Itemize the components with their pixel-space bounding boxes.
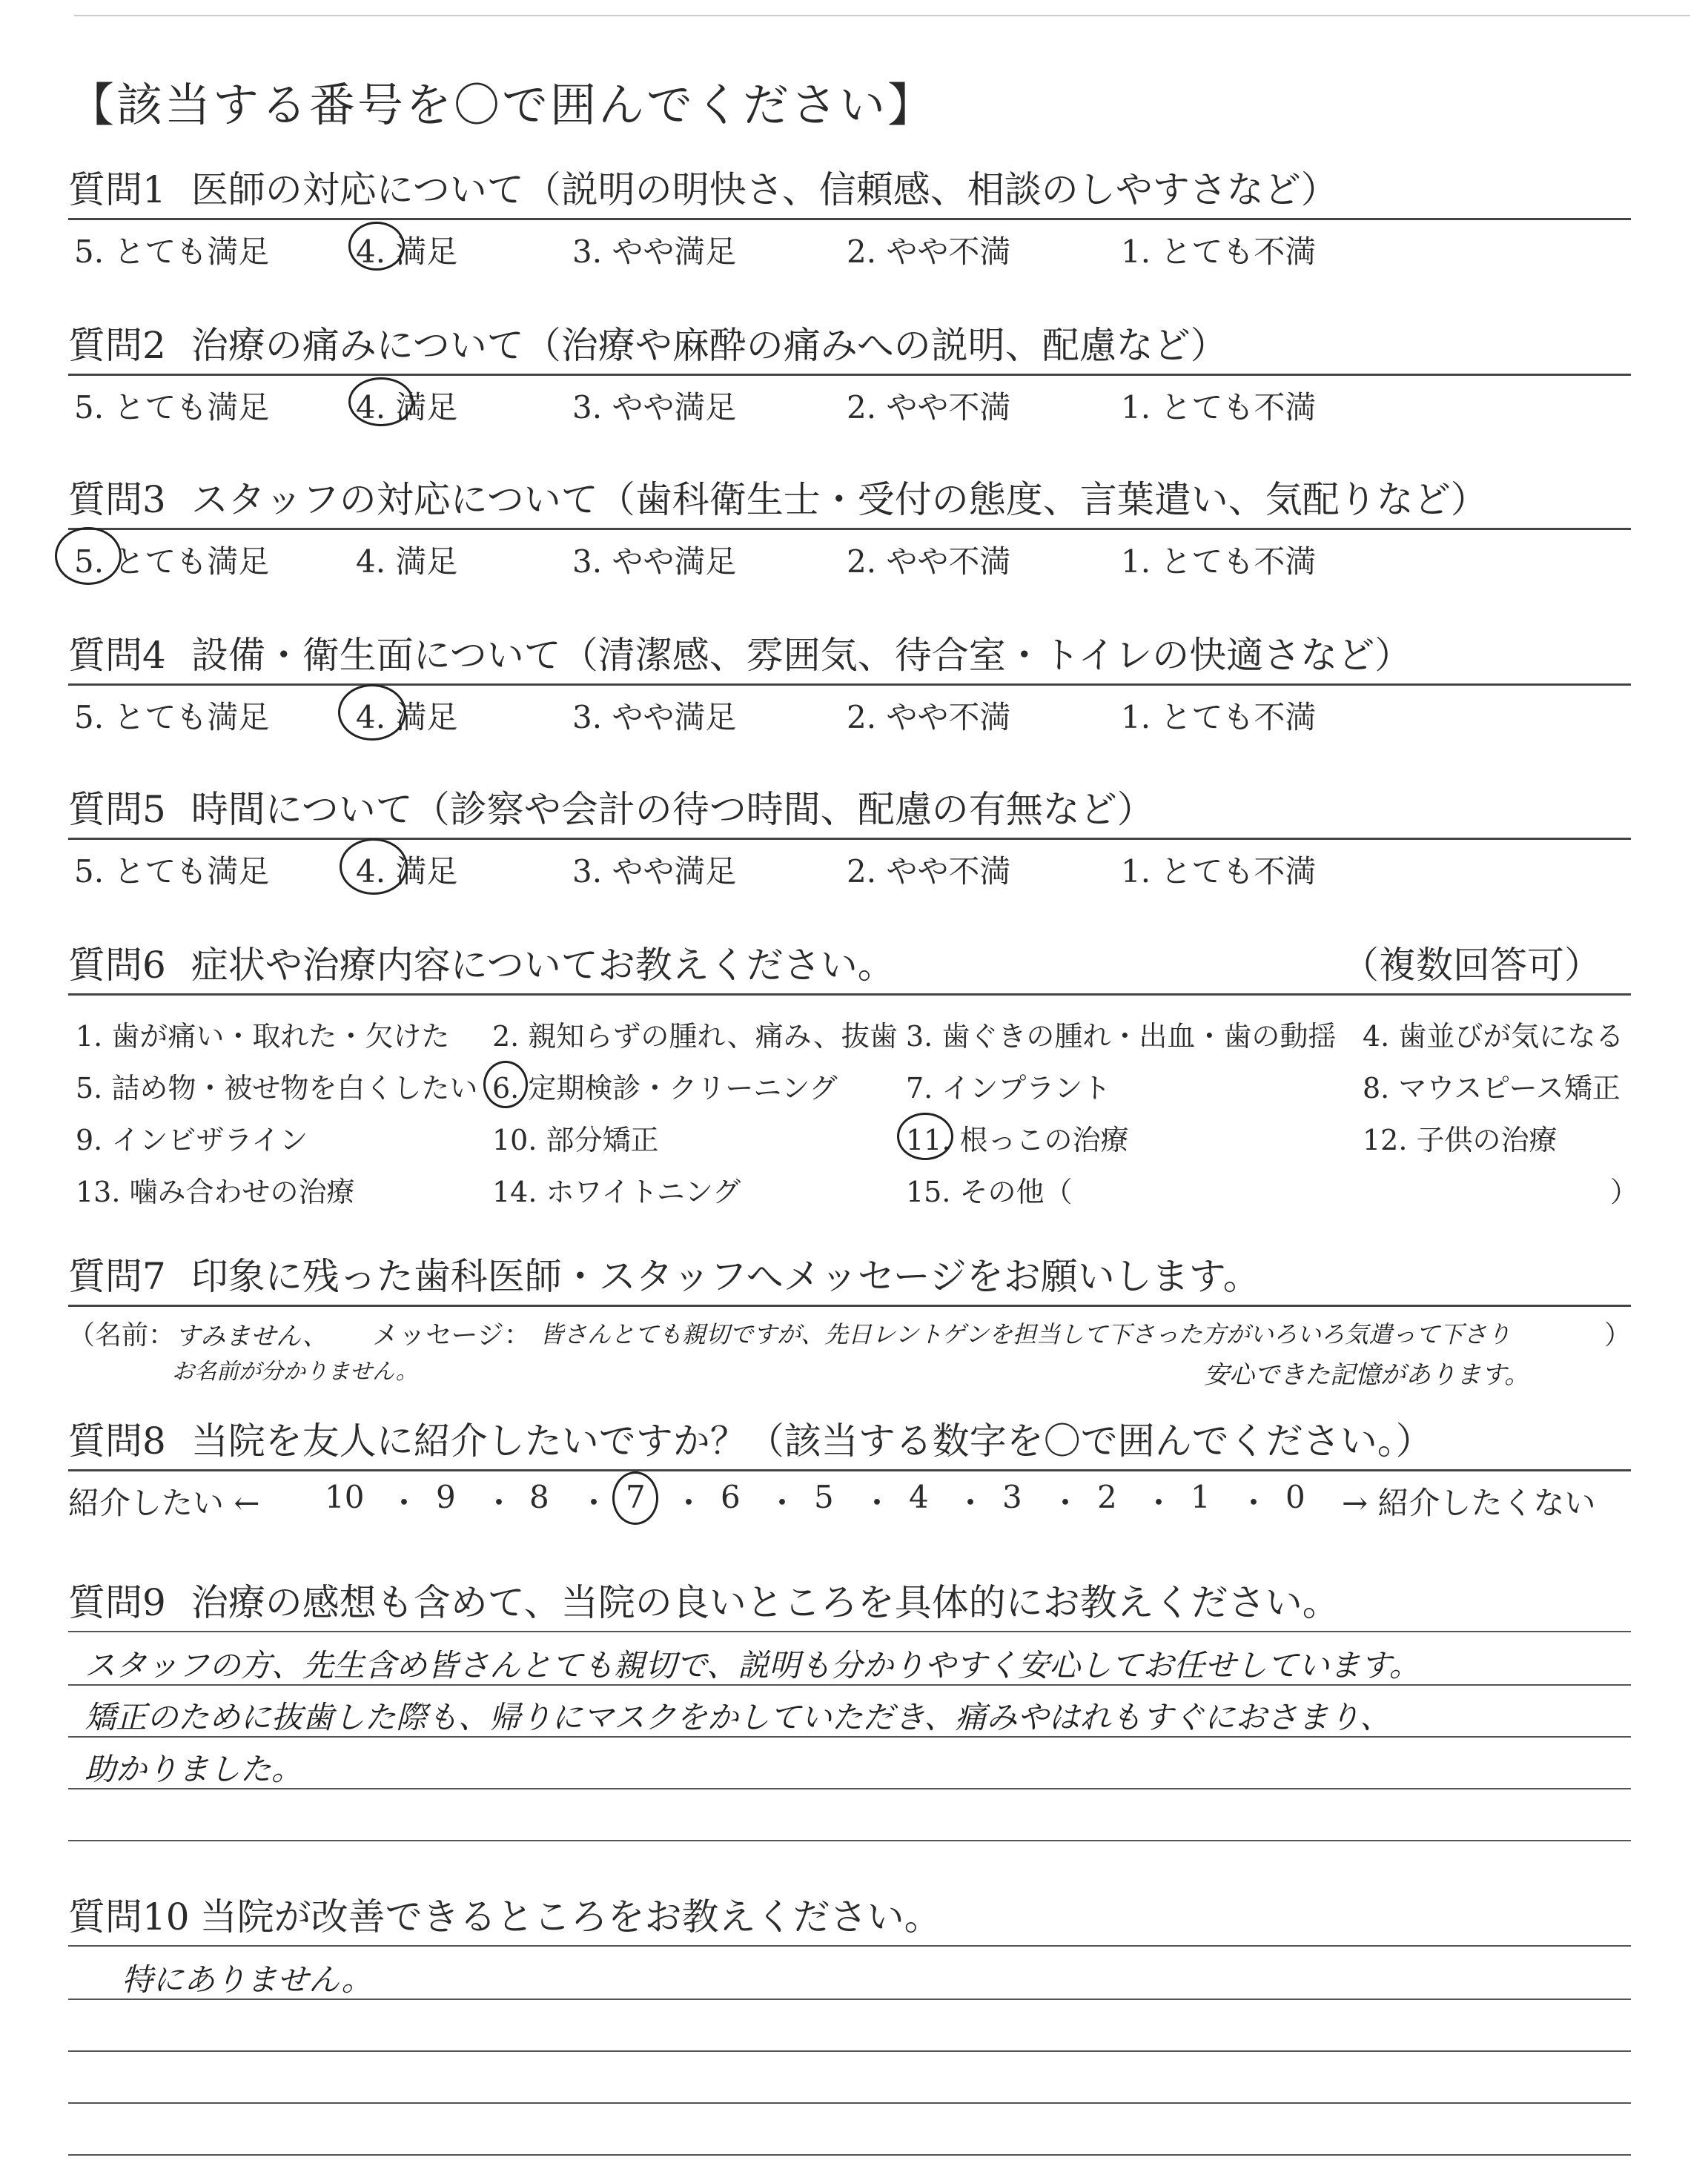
scale-right-label: → 紹介したくない <box>1342 1485 1596 1521</box>
symptom-option[interactable]: 6. 定期検診・クリーニング <box>492 1072 838 1105</box>
symptom-option[interactable]: 15. その他（ <box>906 1176 1073 1208</box>
scale-value[interactable]: 1 <box>1191 1479 1211 1515</box>
scale-value[interactable]: 10 <box>325 1479 365 1515</box>
symptom-option[interactable]: 5. 詰め物・被せ物を白くしたい <box>76 1072 478 1105</box>
option-4[interactable]: 4. 満足 <box>356 699 458 735</box>
symptom-option[interactable]: 9. インビザライン <box>76 1124 308 1156</box>
symptom-option-close: ） <box>1610 1176 1639 1208</box>
option-4[interactable]: 4. 満足 <box>356 389 458 425</box>
question-label: 質問8 <box>68 1420 166 1463</box>
question-label: 質問4 <box>68 634 166 677</box>
top-rule <box>74 15 1690 16</box>
scale-dot: ・ <box>1050 1485 1082 1521</box>
option-2[interactable]: 2. やや不満 <box>847 853 1011 890</box>
option-3[interactable]: 3. やや満足 <box>572 389 737 425</box>
scale-dot: ・ <box>1143 1485 1175 1521</box>
question-1 <box>68 162 1631 275</box>
selection-circle <box>612 1471 658 1525</box>
symptom-option[interactable]: 8. マウスピース矯正 <box>1363 1072 1621 1105</box>
option-5[interactable]: 5. とても満足 <box>74 699 270 735</box>
rating-options <box>68 220 1631 275</box>
question-8 <box>68 1413 1631 1526</box>
selection-circle <box>483 1061 528 1108</box>
option-1[interactable]: 1. とても不満 <box>1121 543 1317 580</box>
ruled-line <box>68 2154 1631 2156</box>
ruled-line <box>68 2050 1631 2052</box>
multiple-answers-note: （複数回答可） <box>1342 944 1601 987</box>
scale-dot: ・ <box>673 1485 705 1521</box>
message-value: 皆さんとても親切ですが、先日レントゲンを担当して下さった方がいろいろ気遣って下さり <box>540 1320 1511 1348</box>
answer-lines[interactable] <box>68 1947 1631 2169</box>
question-text: 医師の対応について（説明の明快さ、信頼感、相談のしやすさなど） <box>191 168 1338 211</box>
question-text: 設備・衛生面について（清潔感、雰囲気、待合室・トイレの快適さなど） <box>191 634 1412 677</box>
question-label: 質問2 <box>68 324 166 367</box>
scale-value[interactable]: 2 <box>1097 1479 1117 1515</box>
scale-value[interactable]: 5 <box>814 1479 834 1515</box>
option-1[interactable]: 1. とても不満 <box>1121 699 1317 735</box>
scale-value[interactable]: 9 <box>436 1479 456 1515</box>
question-label: 質問1 <box>68 168 166 211</box>
question-text: 当院が改善できるところをお教えください。 <box>199 1895 941 1938</box>
option-3[interactable]: 3. やや満足 <box>572 234 737 270</box>
option-1[interactable]: 1. とても不満 <box>1121 853 1317 890</box>
scale-dot: ・ <box>861 1485 893 1521</box>
symptom-options <box>68 996 1639 1218</box>
selection-circle <box>338 684 406 741</box>
option-2[interactable]: 2. やや不満 <box>847 699 1011 735</box>
message-close: ） <box>1604 1320 1632 1351</box>
symptom-option[interactable]: 14. ホワイトニング <box>492 1176 741 1208</box>
scale-dot: ・ <box>388 1485 420 1521</box>
selection-circle <box>348 222 405 271</box>
option-3[interactable]: 3. やや満足 <box>572 853 737 890</box>
question-5 <box>68 781 1631 895</box>
name-value: すみません、 <box>175 1322 328 1351</box>
option-4[interactable]: 4. 満足 <box>356 234 458 270</box>
symptom-option[interactable]: 12. 子供の治療 <box>1363 1124 1558 1156</box>
scale-value[interactable]: 7 <box>626 1479 646 1515</box>
rating-options <box>68 530 1631 585</box>
rating-options <box>68 840 1631 895</box>
option-5[interactable]: 5. とても満足 <box>74 234 270 270</box>
selection-circle <box>897 1113 953 1160</box>
recommend-scale <box>68 1471 1631 1526</box>
selection-circle <box>55 527 122 585</box>
answer-text: 助かりました。 <box>85 1751 303 1787</box>
answer-text: 特にありません。 <box>122 1961 373 1998</box>
scale-value[interactable]: 6 <box>721 1479 741 1515</box>
scale-dot: ・ <box>767 1485 798 1521</box>
question-2 <box>68 317 1631 431</box>
option-5[interactable]: 5. とても満足 <box>74 543 270 580</box>
option-4[interactable]: 4. 満足 <box>356 853 458 890</box>
symptom-option[interactable]: 13. 噛み合わせの治療 <box>76 1176 355 1208</box>
question-9 <box>68 1574 1631 1855</box>
symptom-option[interactable]: 7. インプラント <box>906 1072 1111 1105</box>
question-text: 治療の痛みについて（治療や麻酔の痛みへの説明、配慮など） <box>191 324 1228 367</box>
question-label: 質問7 <box>68 1255 166 1298</box>
scale-dot: ・ <box>483 1485 515 1521</box>
answer-text: 矯正のために抜歯した際も、帰りにマスクをかしていただき、痛みやはれもすぐにおさまり、 <box>85 1699 1391 1735</box>
answer-lines[interactable] <box>68 1632 1631 1855</box>
question-4 <box>68 627 1631 741</box>
symptom-option[interactable]: 11. 根っこの治療 <box>906 1124 1129 1156</box>
scale-value[interactable]: 3 <box>1002 1479 1022 1515</box>
ruled-line <box>68 1840 1631 1841</box>
question-7 <box>68 1248 1631 1396</box>
scale-left-label: 紹介したい ← <box>68 1485 260 1521</box>
symptom-option[interactable]: 1. 歯が痛い・取れた・欠けた <box>76 1020 450 1053</box>
symptom-option[interactable]: 2. 親知らずの腫れ、痛み、抜歯 <box>492 1020 898 1053</box>
option-2[interactable]: 2. やや不満 <box>847 543 1011 580</box>
ruled-line <box>68 1788 1631 1789</box>
page-title: 【該当する番号を〇で囲んでください】 <box>68 78 936 132</box>
symptom-option[interactable]: 10. 部分矯正 <box>492 1124 659 1156</box>
scale-value[interactable]: 4 <box>909 1479 929 1515</box>
rating-options <box>68 376 1631 431</box>
rating-options <box>68 686 1631 741</box>
symptom-option[interactable]: 3. 歯ぐきの腫れ・出血・歯の動揺 <box>906 1020 1337 1053</box>
name-label: （名前： <box>68 1320 176 1351</box>
question-text: 時間について（診察や会計の待つ時間、配慮の有無など） <box>191 788 1154 831</box>
option-5[interactable]: 5. とても満足 <box>74 853 270 890</box>
question-text: スタッフの対応について（歯科衛生士・受付の態度、言葉遣い、気配りなど） <box>191 478 1488 521</box>
question-10 <box>68 1889 1631 2169</box>
scale-dot: ・ <box>578 1485 610 1521</box>
question-text: 症状や治療内容についてお教えください。 <box>191 944 895 987</box>
question-text: 治療の感想も含めて、当院の良いところを具体的にお教えください。 <box>191 1581 1340 1624</box>
scale-value[interactable]: 0 <box>1285 1479 1305 1515</box>
question-3 <box>68 471 1631 585</box>
question-label: 質問5 <box>68 788 166 831</box>
option-3[interactable]: 3. やや満足 <box>572 543 737 580</box>
question-label: 質問10 <box>68 1895 190 1938</box>
message-value: 安心できた記憶があります。 <box>1204 1360 1530 1390</box>
option-2[interactable]: 2. やや不満 <box>847 389 1011 425</box>
selection-circle <box>340 838 408 895</box>
message-box[interactable] <box>68 1307 1631 1396</box>
name-value: お名前が分かりません。 <box>172 1359 418 1385</box>
message-label: メッセージ： <box>372 1320 531 1351</box>
option-4[interactable]: 4. 満足 <box>356 543 458 580</box>
option-2[interactable]: 2. やや不満 <box>847 234 1011 270</box>
scale-dot: ・ <box>955 1485 987 1521</box>
answer-text: スタッフの方、先生含め皆さんとても親切で、説明も分かりやすく安心してお任せしています。 <box>85 1647 1420 1683</box>
ruled-line <box>68 2102 1631 2104</box>
question-label: 質問6 <box>68 944 166 987</box>
option-3[interactable]: 3. やや満足 <box>572 699 737 735</box>
scale-dot: ・ <box>1238 1485 1270 1521</box>
option-1[interactable]: 1. とても不満 <box>1121 234 1317 270</box>
question-label: 質問3 <box>68 478 166 521</box>
question-text: 当院を友人に紹介したいですか？（該当する数字を〇で囲んでください。） <box>191 1420 1433 1463</box>
selection-circle <box>348 377 414 426</box>
scale-value[interactable]: 8 <box>529 1479 549 1515</box>
question-text: 印象に残った歯科医師・スタッフへメッセージをお願いします。 <box>191 1255 1260 1298</box>
option-5[interactable]: 5. とても満足 <box>74 389 270 425</box>
question-label: 質問9 <box>68 1581 166 1624</box>
option-1[interactable]: 1. とても不満 <box>1121 389 1317 425</box>
question-6 <box>68 937 1639 1218</box>
symptom-option[interactable]: 4. 歯並びが気になる <box>1363 1020 1624 1053</box>
